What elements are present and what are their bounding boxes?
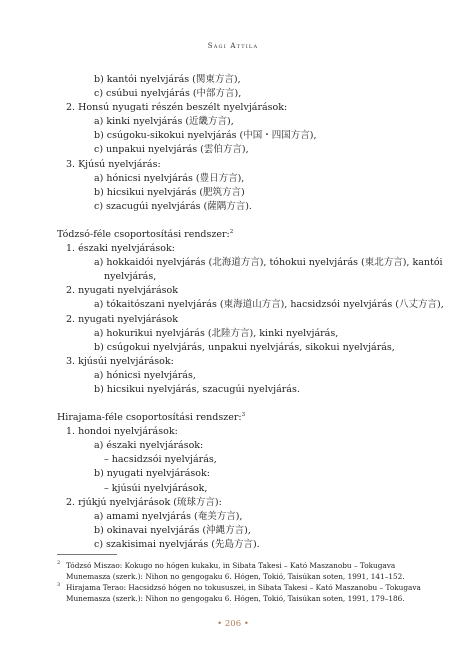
line-text: b) hicsikui nyelvjárás (肥筑方言) — [94, 186, 245, 198]
text-line — [0, 298, 466, 312]
line-text: b) csúgoku-sikokui nyelvjárás (中国・四国方言), — [94, 130, 317, 142]
text-line — [0, 242, 466, 256]
line-text: 2. Honsú nyugati részén beszélt nyelvjárások: — [66, 102, 288, 114]
text-line — [0, 453, 466, 467]
text-line — [0, 87, 466, 101]
footnote-rule — [57, 554, 117, 555]
line-text: b) csúgokui nyelvjárás, unpakui nyelvjárás, sikokui nyelvjárás, — [94, 341, 395, 353]
text-line — [0, 538, 466, 552]
text-line — [0, 270, 466, 284]
footnote-text: Munemasza (szerk.): Nihon no gengogaku 6. Hógen, Tokió, Taisúkan soten, 1991, 179–186. — [66, 594, 405, 603]
line-text: a) tókaitószani nyelvjárás (東海道山方言), hacsidzsói nyelvjárás (八丈方言), — [94, 299, 444, 311]
text-line — [0, 369, 466, 383]
footnote — [57, 560, 417, 571]
line-text: nyelvjárás, — [104, 271, 157, 283]
line-text: a) északi nyelvjárások: — [94, 440, 204, 452]
line-text: 3. kjúsúi nyelvjárások: — [66, 355, 174, 367]
text-line — [0, 425, 466, 439]
text-line — [0, 200, 466, 214]
line-text: Tódzsó-féle csoportosítási rendszer: — [57, 228, 230, 240]
line-text: a) kinki nyelvjárás (近畿方言), — [94, 116, 234, 128]
text-line — [0, 383, 466, 397]
line-text: c) csúbui nyelvjárás (中部方言), — [94, 88, 242, 100]
line-text: a) hónicsi nyelvjárás (豊日方言), — [94, 172, 245, 184]
text-line — [0, 143, 466, 157]
line-text: Hirajama-féle csoportosítási rendszer: — [57, 412, 242, 424]
footnote-ref: 3 — [241, 411, 246, 418]
text-line — [0, 313, 466, 327]
text-line — [0, 172, 466, 186]
line-text: b) kantói nyelvjárás (関東方言), — [94, 74, 241, 85]
line-text: a) hokkaidói nyelvjárás (北海道方言), tóhokui nyelvjárás (東北方言), kantói — [94, 257, 443, 269]
text-line — [0, 496, 466, 510]
line-text: c) szacugúi nyelvjárás (薩隅方言). — [94, 200, 252, 212]
running-header: Sági Attila — [207, 42, 259, 50]
line-text: a) hokurikui nyelvjárás (北陸方言), kinki nyelvjárás, — [94, 327, 339, 339]
text-line — [0, 510, 466, 524]
line-text: b) hicsikui nyelvjárás, szacugúi nyelvjárás. — [94, 383, 300, 395]
line-text: c) unpakui nyelvjárás (雲伯方言), — [94, 144, 249, 156]
page-number: • 206 • — [217, 619, 249, 629]
text-line — [0, 73, 466, 87]
footnote-text: Tódzsó Miszao: Kokugo no hógen kukaku, in Sibata Takesi – Kató Maszanobu – Tokugava — [66, 561, 396, 570]
text-line — [0, 129, 466, 143]
line-text: a) hónicsi nyelvjárás, — [94, 369, 196, 381]
line-text: – hacsidzsói nyelvjárás, — [104, 454, 217, 466]
line-text: 1. hondoi nyelvjárások: — [66, 426, 178, 438]
line-text: 2. rjúkjú nyelvjárások (琉球方言): — [66, 496, 222, 508]
line-text: b) okinavai nyelvjárás (沖縄方言), — [94, 524, 251, 536]
text-line — [0, 101, 466, 115]
text-line — [0, 355, 466, 369]
footnote — [57, 582, 421, 593]
line-text: c) szakisimai nyelvjárás (先島方言). — [94, 538, 260, 550]
text-line — [0, 341, 466, 355]
text-line — [0, 115, 466, 129]
section-heading — [0, 228, 466, 242]
line-text: 1. északi nyelvjárások: — [66, 243, 175, 255]
text-line — [0, 439, 466, 453]
line-text: 2. nyugati nyelvjárások — [66, 313, 178, 325]
paragraph-gap — [0, 397, 466, 411]
footnote-text: Munemasza (szerk.): Nihon no gengogaku 6. Hógen, Tokió, Taisúkan soten, 1991, 141–152. — [66, 572, 405, 581]
text-line — [0, 467, 466, 481]
footnote-ref: 2 — [229, 228, 234, 235]
line-text: 2. nyugati nyelvjárások — [66, 285, 178, 297]
footnote-number: 3 — [57, 582, 61, 588]
text-line — [0, 186, 466, 200]
text-line — [0, 327, 466, 341]
line-text: 3. Kjúsú nyelvjárás: — [66, 158, 161, 170]
main-text — [0, 73, 466, 552]
text-line — [0, 284, 466, 298]
paragraph-gap — [0, 214, 466, 228]
footnote-number: 2 — [57, 560, 61, 566]
footnote-text: Hirajama Terao: Hacsidzsó hógen no tokususzei, in Sibata Takesi – Kató Maszanobu – Tokugava — [66, 583, 421, 592]
section-heading — [0, 411, 466, 425]
line-text: a) amami nyelvjárás (奄美方言), — [94, 510, 243, 522]
footnotes — [57, 560, 421, 604]
line-text: b) nyugati nyelvjárások: — [94, 468, 210, 480]
text-line — [0, 158, 466, 172]
text-line — [0, 482, 466, 496]
line-text: – kjúsúi nyelvjárások, — [104, 482, 208, 494]
text-line — [0, 256, 466, 270]
text-line — [0, 524, 466, 538]
